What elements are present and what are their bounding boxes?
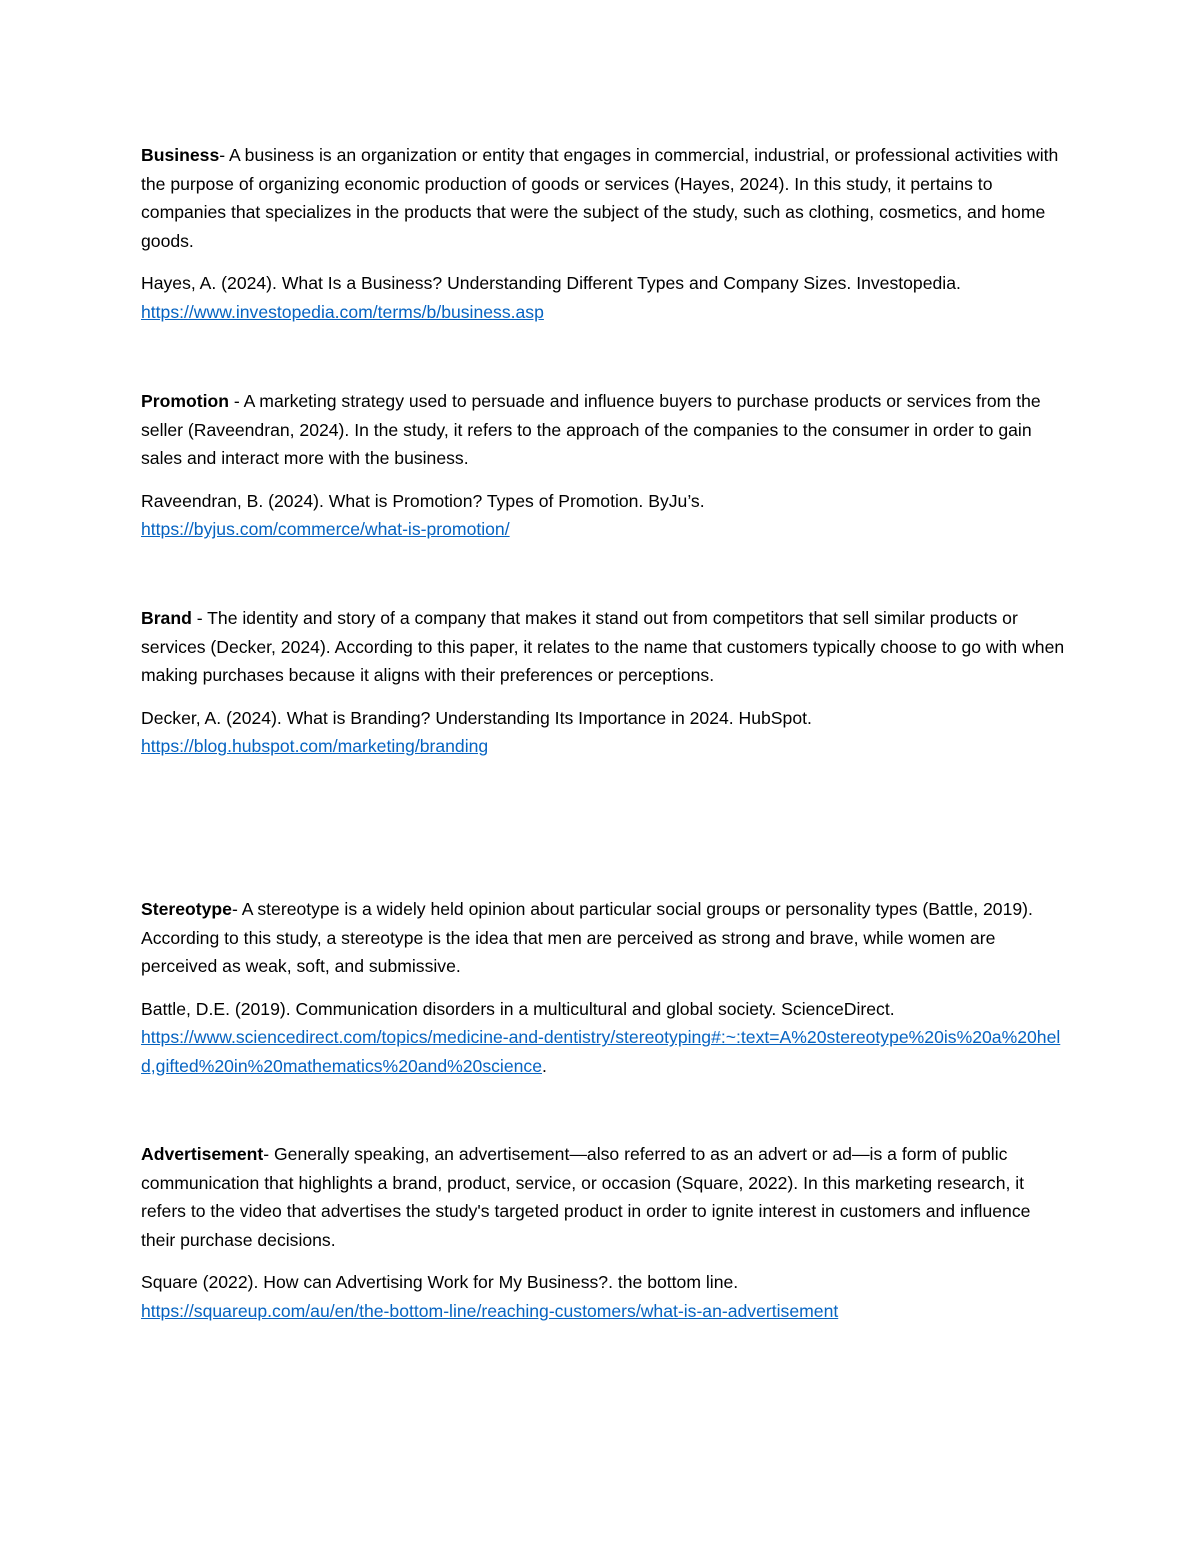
citation-paragraph — [141, 1268, 1066, 1325]
glossary-entry-brand — [141, 604, 1066, 761]
definition-paragraph — [141, 895, 1066, 981]
citation-paragraph — [141, 487, 1066, 544]
definition-paragraph — [141, 1140, 1066, 1254]
term-heading: Promotion — [141, 391, 229, 411]
term-heading: Stereotype — [141, 899, 232, 919]
citation-trailing: . — [542, 1055, 547, 1076]
glossary-entry-business — [141, 141, 1066, 327]
term-heading: Brand — [141, 608, 192, 628]
citation-link[interactable]: https://byjus.com/commerce/what-is-promotion/ — [141, 519, 510, 540]
definition-text: A marketing strategy used to persuade and influence buyers to purchase products or services from the seller (Raveendran, 2024). In the study, it refers to the approach of the companies to the consumer in order to gain sales and interact more with the business. — [141, 391, 1041, 469]
definition-text: A business is an organization or entity that engages in commercial, industrial, or professional activities with the purpose of organizing economic production of goods or services (Hayes, 2024). In this study, it pertains to companies that specializes in the products that were the subject of the study, such as clothing, cosmetics, and home goods. — [141, 145, 1059, 251]
term-separator: - — [219, 145, 230, 165]
citation-paragraph — [141, 995, 1066, 1081]
glossary-entry-stereotype — [141, 895, 1066, 1081]
citation-text: Hayes, A. (2024). What Is a Business? Understanding Different Types and Company Sizes. Investopedia. — [141, 273, 961, 294]
citation-paragraph — [141, 704, 1066, 761]
glossary-entry-promotion — [141, 387, 1066, 544]
citation-link[interactable]: https://www.investopedia.com/terms/b/business.asp — [141, 301, 544, 322]
term-separator: - — [191, 608, 208, 628]
term-heading: Business — [141, 145, 220, 165]
term-separator: - — [263, 1144, 274, 1164]
glossary-entry-advertisement — [141, 1140, 1066, 1326]
definition-paragraph — [141, 141, 1066, 255]
definition-paragraph — [141, 387, 1066, 473]
citation-paragraph — [141, 269, 1066, 326]
citation-link[interactable]: https://squareup.com/au/en/the-bottom-line/reaching-customers/what-is-an-advertisement — [141, 1300, 839, 1321]
definition-text: The identity and story of a company that makes it stand out from competitors that sell similar products or services (Decker, 2024). According to this paper, it relates to the name that customers typically choose to go with when making purchases because it aligns with their preferences or perceptions. — [141, 608, 1065, 686]
citation-text: Decker, A. (2024). What is Branding? Understanding Its Importance in 2024. HubSpot. — [141, 707, 812, 728]
term-separator: - — [231, 899, 242, 919]
citation-text: Battle, D.E. (2019). Communication disorders in a multicultural and global society. ScienceDirect. — [141, 998, 895, 1019]
definition-paragraph — [141, 604, 1066, 690]
citation-text: Raveendran, B. (2024). What is Promotion? Types of Promotion. ByJu’s. — [141, 490, 705, 511]
citation-link[interactable]: https://blog.hubspot.com/marketing/branding — [141, 736, 489, 757]
definition-text: Generally speaking, an advertisement—also referred to as an advert or ad—is a form of public communication that highlights a brand, product, service, or occasion (Square, 2022). In this marketing research, it refers to the video that advertises the study's targeted product in order to ignite interest in customers and influence their purchase decisions. — [141, 1144, 1031, 1250]
citation-text: Square (2022). How can Advertising Work for My Business?. the bottom line. — [141, 1272, 739, 1293]
term-separator: - — [228, 391, 244, 411]
definition-text: A stereotype is a widely held opinion about particular social groups or personality types (Battle, 2019). According to this study, a stereotype is the idea that men are perceived as strong and brave, while women are perceived as weak, soft, and submissive. — [141, 899, 1033, 977]
citation-link[interactable]: https://www.sciencedirect.com/topics/medicine-and-dentistry/stereotyping#:~:text=A%20stereotype%20is%20a%20held,gifted%20in%20mathematics%20and%20science — [141, 1027, 1061, 1076]
term-heading: Advertisement — [141, 1144, 264, 1164]
